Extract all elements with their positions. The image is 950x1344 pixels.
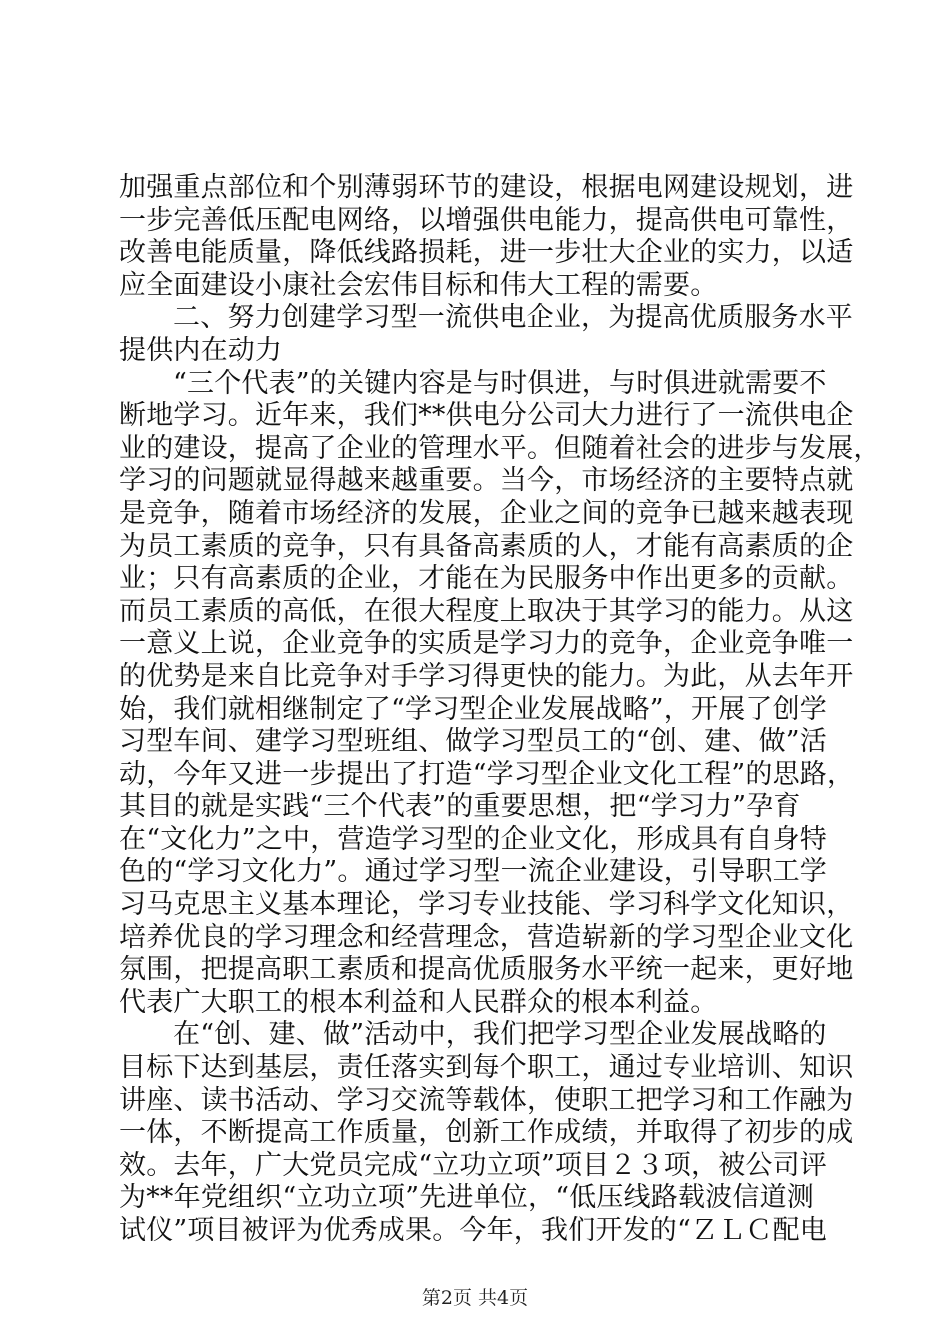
- text-line: 氛围，把提高职工素质和提高优质服务水平统一起来，更好地: [119, 954, 854, 986]
- text-line: 加强重点部位和个别薄弱环节的建设，根据电网建设规划，进: [119, 172, 854, 203]
- text-line: 应全面建设小康社会宏伟目标和伟大工程的需要。: [119, 269, 718, 301]
- text-line: 习型车间、建学习型班组、做学习型员工的“创、建、做”活: [119, 726, 828, 758]
- text-line: 一体，不断提高工作质量，创新工作成绩，并取得了初步的成: [119, 1117, 854, 1149]
- text-line: 一意义上说，企业竞争的实质是学习力的竞争，企业竞争唯一: [119, 628, 854, 660]
- text-line: 一步完善低压配电网络，以增强供电能力，提高供电可靠性，: [119, 204, 854, 236]
- section-heading-line: 提供内在动力: [119, 334, 283, 366]
- text-line: 习马克思主义基本理论，学习专业技能、学习科学文化知识，: [119, 889, 854, 921]
- paragraph-start-line: 在“创、建、做”活动中，我们把学习型企业发展战略的: [173, 1019, 827, 1051]
- paragraph-start-line: “三个代表”的关键内容是与时俱进，与时俱进就需要不: [173, 367, 827, 399]
- text-line: 代表广大职工的根本利益和人民群众的根本利益。: [119, 986, 718, 1018]
- text-line: 的优势是来自比竞争对手学习得更快的能力。为此，从去年开: [119, 660, 854, 692]
- text-line: 动，今年又进一步提出了打造“学习型企业文化工程”的思路，: [119, 758, 855, 790]
- text-line: 断地学习。近年来，我们**供电分公司大力进行了一流供电企: [119, 400, 854, 432]
- text-line: 是竞争，随着市场经济的发展，企业之间的竞争已越来越表现: [119, 497, 854, 529]
- text-line: 培养优良的学习理念和经营理念，营造崭新的学习型企业文化: [119, 921, 854, 953]
- text-line: 为员工素质的竞争，只有具备高素质的人，才能有高素质的企: [119, 530, 854, 562]
- text-line: 试仪”项目被评为优秀成果。今年，我们开发的“ＺＬＣ配电: [119, 1215, 828, 1246]
- text-line: 学习的问题就显得越来越重要。当今，市场经济的主要特点就: [119, 465, 854, 497]
- text-line: 效。去年，广大党员完成“立功立项”项目２３项，被公司评: [119, 1149, 828, 1181]
- page-number-footer: 第2页 共4页: [421, 1287, 529, 1309]
- text-line: 为**年党组织“立功立项”先进单位，“低压线路载波信道测: [119, 1182, 815, 1214]
- section-heading-line: 二、努力创建学习型一流供电企业，为提高优质服务水平: [173, 302, 853, 334]
- text-line: 其目的就是实践“三个代表”的重要思想，把“学习力”孕育: [119, 791, 801, 823]
- text-line: 始，我们就相继制定了“学习型企业发展战略”，开展了创学: [119, 693, 828, 725]
- text-line: 目标下达到基层，责任落实到每个职工，通过专业培训、知识: [119, 1052, 854, 1084]
- text-line: 业的建设，提高了企业的管理水平。但随着社会的进步与发展，: [119, 432, 881, 464]
- text-line: 业；只有高素质的企业，才能在为民服务中作出更多的贡献。: [119, 563, 854, 595]
- text-line: 讲座、读书活动、学习交流等载体，使职工把学习和工作融为: [119, 1084, 854, 1116]
- text-line: 在“文化力”之中，营造学习型的企业文化，形成具有自身特: [119, 823, 828, 855]
- text-line: 而员工素质的高低，在很大程度上取决于其学习的能力。从这: [119, 595, 854, 627]
- text-line: 改善电能质量，降低线路损耗，进一步壮大企业的实力，以适: [119, 237, 854, 269]
- document-body: [119, 172, 881, 1248]
- text-line: 色的“学习文化力”。通过学习型一流企业建设，引导职工学: [119, 856, 828, 888]
